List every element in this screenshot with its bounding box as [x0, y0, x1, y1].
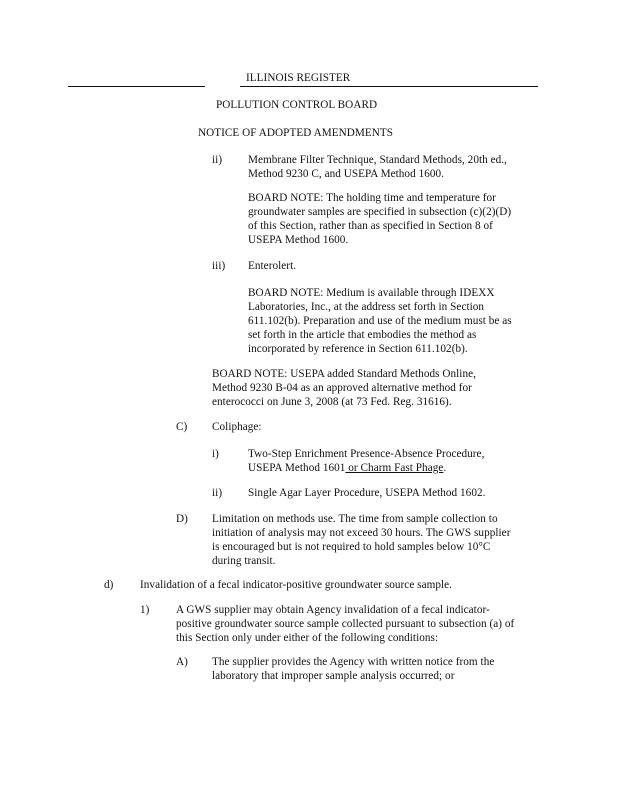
text-line: enterococci on June 3, 2008 (at 73 Fed. Reg. 31616).	[212, 396, 452, 408]
item-c-text: Coliphage:	[212, 421, 262, 433]
board-note-idexx	[248, 286, 512, 356]
text-line: during transit.	[212, 555, 276, 567]
item-iii-number: iii)	[212, 260, 226, 272]
text-line: laboratory that improper sample analysis occurred; or	[212, 670, 455, 682]
item-d-upper-text	[212, 512, 510, 568]
text-line: Membrane Filter Technique, Standard Methods, 20th ed.,	[248, 154, 507, 166]
text-line: BOARD NOTE: Medium is available through IDEXX	[248, 287, 495, 299]
board-title: POLLUTION CONTROL BOARD	[216, 99, 378, 111]
text-line: positive groundwater source sample collected pursuant to subsection (a) of	[176, 618, 515, 630]
text-line: 611.102(b). Preparation and use of the medium must be as	[248, 315, 512, 327]
item-a-text	[212, 655, 494, 683]
text-line: Method 9230 B-04 as an approved alternative method for	[212, 382, 472, 394]
text-line: this Section only under either of the following conditions:	[176, 632, 439, 644]
inserted-text: or Charm Fast Phage	[345, 462, 444, 474]
item-1-text	[176, 603, 514, 645]
item-ii-text	[248, 153, 507, 181]
item-c-i-number: i)	[212, 448, 219, 460]
text-line: Limitation on methods use. The time from sample collection to	[212, 513, 498, 525]
text-line: initiation of analysis may not exceed 30 hours. The GWS supplier	[212, 527, 511, 539]
text-line: USEPA Method 1600.	[248, 234, 349, 246]
item-a-number: A)	[176, 656, 188, 668]
item-c-ii-text: Single Agar Layer Procedure, USEPA Method 1602.	[248, 487, 486, 499]
item-ii-number: ii)	[212, 154, 223, 166]
text-line: is encouraged but is not required to hold samples below 10°C	[212, 541, 491, 553]
text-line: A GWS supplier may obtain Agency invalidation of a fecal indicator-	[176, 604, 490, 616]
header-rule-gap	[205, 86, 240, 87]
text-line: incorporated by reference in Section 611.102(b).	[248, 343, 468, 355]
item-iii-text: Enterolert.	[248, 260, 297, 272]
item-c-number: C)	[176, 421, 188, 433]
text-line: The supplier provides the Agency with written notice from the	[212, 656, 495, 668]
board-note-holding	[248, 191, 511, 247]
board-note-usepa	[212, 367, 476, 409]
text-line	[248, 461, 484, 475]
subsection-d-text: Invalidation of a fecal indicator-positive groundwater source sample.	[140, 579, 453, 591]
item-1-number: 1)	[140, 604, 150, 616]
text-line: BOARD NOTE: USEPA added Standard Methods Online,	[212, 368, 476, 380]
text-line: Laboratories, Inc., at the address set forth in Section	[248, 301, 485, 313]
header-rule	[68, 86, 538, 87]
text-line: groundwater samples are specified in subsection (c)(2)(D)	[248, 206, 512, 218]
text-line: Method 9230 C, and USEPA Method 1600.	[248, 168, 444, 180]
text-line: Two-Step Enrichment Presence-Absence Procedure,	[248, 448, 485, 460]
text-run: USEPA Method 1601	[248, 462, 346, 474]
register-title: ILLINOIS REGISTER	[246, 72, 351, 84]
text-line: set forth in the article that embodies the method as	[248, 329, 477, 341]
text-line: BOARD NOTE: The holding time and temperature for	[248, 192, 496, 204]
item-d-upper-number: D)	[176, 513, 188, 525]
item-c-ii-number: ii)	[212, 487, 223, 499]
item-c-i-text	[248, 447, 484, 475]
notice-title: NOTICE OF ADOPTED AMENDMENTS	[198, 127, 394, 139]
text-run: .	[443, 462, 447, 474]
text-line: of this Section, rather than as specified in Section 8 of	[248, 220, 493, 232]
subsection-d-number: d)	[104, 579, 114, 591]
